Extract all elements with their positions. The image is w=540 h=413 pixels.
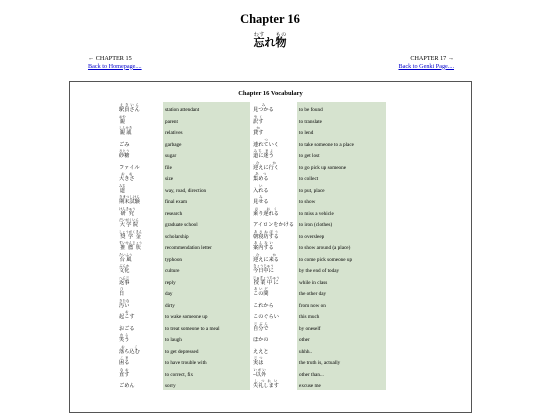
furigana: じぶん xyxy=(253,321,269,326)
prev-chapter-nav xyxy=(88,55,142,70)
furigana: しょうがくきん xyxy=(119,229,143,234)
japanese-word: 文化 xyxy=(119,268,130,275)
furigana: つ xyxy=(253,137,279,142)
japanese-term-cell xyxy=(117,286,162,298)
japanese-term-cell xyxy=(251,137,296,149)
japanese-word: 砂糖 xyxy=(119,153,130,160)
table-row xyxy=(117,367,386,379)
table-row xyxy=(117,378,386,390)
furigana: さとう xyxy=(119,149,130,154)
japanese-term-cell xyxy=(251,355,296,367)
english-meaning-cell: this much xyxy=(297,309,386,321)
english-meaning-cell: scholarship xyxy=(163,229,250,241)
furigana: なお xyxy=(119,367,130,372)
japanese-word: 自分で xyxy=(253,325,269,332)
japanese-word: ほかの xyxy=(253,337,269,344)
english-meaning-cell: station attendant xyxy=(163,102,250,114)
japanese-term-cell xyxy=(117,160,162,172)
english-meaning-cell: to go pick up someone xyxy=(297,160,386,172)
furigana: やく xyxy=(253,114,264,119)
table-row xyxy=(117,148,386,160)
japanese-term-cell xyxy=(117,263,162,275)
japanese-word: ごめん xyxy=(119,383,135,390)
japanese-term-cell xyxy=(251,194,296,206)
furigana: あつ xyxy=(253,172,269,177)
furigana: こま xyxy=(119,356,130,361)
table-row xyxy=(117,194,386,206)
japanese-word: 大きさ xyxy=(119,176,135,183)
japanese-word: 奨学金 xyxy=(119,233,143,240)
japanese-word: 乗り遅れる xyxy=(253,210,279,217)
furigana: いがい xyxy=(253,367,267,372)
japanese-term-cell xyxy=(251,378,296,390)
english-meaning-cell: to treat someone to a meal xyxy=(163,321,250,333)
japanese-term-cell xyxy=(251,114,296,126)
japanese-term-cell xyxy=(251,309,296,321)
english-meaning-cell: dirty xyxy=(163,298,250,310)
english-meaning-cell: from now on xyxy=(297,298,386,310)
japanese-word: 起こす xyxy=(119,314,135,321)
japanese-word: このぐらい xyxy=(253,314,279,321)
english-meaning-cell: way, road, direction xyxy=(163,183,250,195)
english-meaning-cell: relatives xyxy=(163,125,250,137)
furigana: きたな xyxy=(119,298,130,303)
english-meaning-cell: to get depressed xyxy=(163,344,250,356)
english-meaning-cell: culture xyxy=(163,263,250,275)
table-row xyxy=(117,217,386,229)
furigana: ひ xyxy=(119,287,125,292)
japanese-word: 親戚 xyxy=(119,130,133,137)
english-meaning-cell: typhoon xyxy=(163,252,250,264)
furigana: たいふう xyxy=(119,252,133,257)
japanese-term-cell xyxy=(117,298,162,310)
table-row xyxy=(117,229,386,241)
furigana: お こ xyxy=(119,344,140,349)
japanese-term-cell xyxy=(251,344,296,356)
english-meaning-cell: other xyxy=(297,332,386,344)
japanese-term-cell xyxy=(251,160,296,172)
japanese-word: 返事 xyxy=(119,279,130,286)
furigana: みち まよ xyxy=(253,149,274,154)
japanese-word: おごる xyxy=(119,325,135,332)
furigana: えきいん xyxy=(119,103,140,108)
english-meaning-cell: recommendation letter xyxy=(163,240,250,252)
japanese-term-cell xyxy=(251,332,296,344)
english-meaning-cell: other than... xyxy=(297,367,386,379)
english-meaning-cell: excuse me xyxy=(297,378,386,390)
english-meaning-cell: to miss a vehicle xyxy=(297,206,386,218)
japanese-term-cell xyxy=(117,275,162,287)
japanese-term-cell xyxy=(117,114,162,126)
english-meaning-cell: to collect xyxy=(297,171,386,183)
table-row xyxy=(117,298,386,310)
furigana: しつれい xyxy=(253,379,279,384)
japanese-word: 駅員さん xyxy=(119,107,140,114)
furigana: み xyxy=(253,103,274,108)
table-row xyxy=(117,102,386,114)
japanese-word: 落ち込む xyxy=(119,348,140,355)
japanese-term-cell xyxy=(251,183,296,195)
english-meaning-cell: the truth is, actually xyxy=(297,355,386,367)
english-meaning-cell: to translate xyxy=(297,114,386,126)
japanese-term-cell xyxy=(117,217,162,229)
japanese-word: 朝寝坊する xyxy=(253,233,279,240)
furigana: おお xyxy=(119,172,135,177)
japanese-term-cell xyxy=(117,252,162,264)
table-row xyxy=(117,240,386,252)
japanese-word: 台風 xyxy=(119,256,133,263)
english-meaning-cell: by oneself xyxy=(297,321,386,333)
furigana: お xyxy=(119,310,135,315)
english-meaning-cell: garbage xyxy=(163,137,250,149)
japanese-word: 直す xyxy=(119,371,130,378)
japanese-word: 困る xyxy=(119,360,130,367)
furigana: じつ xyxy=(253,356,264,361)
japanese-term-cell xyxy=(117,102,162,114)
japanese-term-cell xyxy=(117,240,162,252)
english-meaning-cell: to put, place xyxy=(297,183,386,195)
japanese-word: 連れていく xyxy=(253,141,279,148)
english-meaning-cell: sorry xyxy=(163,378,250,390)
japanese-word: 大学院 xyxy=(119,222,139,229)
japanese-term-cell xyxy=(117,378,162,390)
prev-chapter-label: ← CHAPTER 15 xyxy=(88,55,132,62)
furigana: の おく xyxy=(253,206,279,211)
japanese-word: 集める xyxy=(253,176,269,183)
japanese-word: 見つかる xyxy=(253,107,274,114)
subtitle-ruby: もの xyxy=(275,33,287,38)
english-meaning-cell: to take someone to a place xyxy=(297,137,386,149)
japanese-term-cell xyxy=(117,171,162,183)
english-meaning-cell: to come pick someone up xyxy=(297,252,386,264)
english-meaning-cell: uhhh.. xyxy=(297,344,386,356)
furigana: むか xyxy=(253,252,279,257)
page-title: Chapter 16 xyxy=(240,12,300,26)
japanese-term-cell xyxy=(117,125,162,137)
japanese-word: 親 xyxy=(119,118,126,125)
japanese-term-cell xyxy=(117,194,162,206)
subtitle-kanji: 忘 xyxy=(253,37,265,49)
english-meaning-cell: to laugh xyxy=(163,332,250,344)
japanese-word: ごみ xyxy=(119,141,130,148)
japanese-word: この間 xyxy=(253,291,269,298)
vocabulary-title: Chapter 16 Vocabulary xyxy=(238,90,303,97)
next-chapter-label: CHAPTER 17 → xyxy=(410,55,454,62)
japanese-term-cell xyxy=(117,321,162,333)
japanese-term-cell xyxy=(251,240,296,252)
english-meaning-cell: sugar xyxy=(163,148,250,160)
furigana: い xyxy=(253,183,269,188)
english-meaning-cell: graduate school xyxy=(163,217,250,229)
japanese-term-cell xyxy=(251,367,296,379)
japanese-word: 授業中に xyxy=(253,279,280,286)
english-meaning-cell: to oversleep xyxy=(297,229,386,241)
furigana: すいせんじょう xyxy=(119,241,143,246)
english-meaning-cell: research xyxy=(163,206,250,218)
japanese-term-cell xyxy=(117,148,162,160)
subtitle-kanji: 物 xyxy=(275,37,287,49)
subtitle-ruby: わす xyxy=(253,33,265,38)
english-meaning-cell: file xyxy=(163,160,250,172)
japanese-word: ええと xyxy=(253,348,269,355)
japanese-term-cell xyxy=(251,206,296,218)
table-row xyxy=(117,321,386,333)
english-meaning-cell: to correct, fix xyxy=(163,367,250,379)
homepage-link[interactable]: Back to Homepage.... xyxy=(88,62,142,70)
japanese-term-cell xyxy=(251,148,296,160)
english-meaning-cell: size xyxy=(163,171,250,183)
english-meaning-cell: to show around (a place) xyxy=(297,240,386,252)
japanese-word: 入れる xyxy=(253,187,269,194)
japanese-term-cell xyxy=(117,367,162,379)
furigana: むか xyxy=(253,160,279,165)
furigana: み xyxy=(253,195,269,200)
japanese-term-cell xyxy=(251,125,296,137)
english-meaning-cell: final exam xyxy=(163,194,250,206)
furigana: きまつしけん xyxy=(119,195,140,200)
table-row xyxy=(117,183,386,195)
table-row xyxy=(117,160,386,172)
table-row xyxy=(117,355,386,367)
furigana: だいがくいん xyxy=(119,218,139,223)
japanese-word: 今日中に xyxy=(253,268,274,275)
english-meaning-cell: to be found xyxy=(297,102,386,114)
japanese-term-cell xyxy=(117,344,162,356)
furigana: ぶんか xyxy=(119,264,130,269)
japanese-word: 道 xyxy=(119,187,126,194)
japanese-term-cell xyxy=(251,171,296,183)
vocabulary-table-body xyxy=(117,102,386,390)
chapter-subtitle xyxy=(0,33,540,49)
english-meaning-cell: to show xyxy=(297,194,386,206)
japanese-word: 期末試験 xyxy=(119,199,140,206)
furigana: あんない xyxy=(253,241,274,246)
table-row xyxy=(117,206,386,218)
furigana: みち xyxy=(119,183,126,188)
japanese-word: アイロンをかける xyxy=(253,222,295,229)
furigana: きょうじゅう xyxy=(253,264,274,269)
japanese-word: これから xyxy=(253,302,274,309)
japanese-term-cell xyxy=(117,229,162,241)
japanese-word: 貸す xyxy=(253,130,264,137)
furigana: あいだ xyxy=(253,287,269,292)
japanese-term-cell xyxy=(251,263,296,275)
table-row xyxy=(117,252,386,264)
japanese-term-cell xyxy=(117,206,162,218)
english-meaning-cell: to iron (clothes) xyxy=(297,217,386,229)
japanese-term-cell xyxy=(117,355,162,367)
japanese-word: 迎えに行く xyxy=(253,164,279,171)
next-chapter-nav xyxy=(398,55,454,70)
vocabulary-table xyxy=(116,102,387,390)
table-row xyxy=(117,114,386,126)
table-row xyxy=(117,344,386,356)
furigana: へんじ xyxy=(119,275,130,280)
japanese-term-cell xyxy=(251,102,296,114)
japanese-word: 訳す xyxy=(253,118,264,125)
japanese-word: ~以外 xyxy=(253,371,267,378)
japanese-word: ファイル xyxy=(119,164,140,171)
furigana: じゅぎょうちゅう xyxy=(253,275,280,280)
japanese-word: 推薦状 xyxy=(119,245,143,252)
japanese-word: 汚い xyxy=(119,302,130,309)
furigana: しんせき xyxy=(119,126,133,131)
furigana: か xyxy=(253,126,264,131)
japanese-term-cell xyxy=(251,286,296,298)
furigana: けんきゅう xyxy=(119,206,136,211)
japanese-term-cell xyxy=(251,275,296,287)
japanese-term-cell xyxy=(117,332,162,344)
english-meaning-cell: to lend xyxy=(297,125,386,137)
subtitle-kana: れ xyxy=(264,37,276,49)
furigana: わら xyxy=(119,333,130,338)
table-row xyxy=(117,263,386,275)
table-row xyxy=(117,309,386,321)
japanese-term-cell xyxy=(251,229,296,241)
english-meaning-cell: the other day xyxy=(297,286,386,298)
english-meaning-cell: to wake someone up xyxy=(163,309,250,321)
vocabulary-panel xyxy=(69,81,472,413)
japanese-word: 失礼します xyxy=(253,383,279,390)
japanese-term-cell xyxy=(251,298,296,310)
japanese-term-cell xyxy=(117,137,162,149)
japanese-word: 日 xyxy=(119,291,125,298)
japanese-term-cell xyxy=(251,217,296,229)
table-row xyxy=(117,137,386,149)
furigana: おや xyxy=(119,114,126,119)
table-row xyxy=(117,125,386,137)
english-meaning-cell: day xyxy=(163,286,250,298)
japanese-word: 実は xyxy=(253,360,264,367)
english-meaning-cell: to get lost xyxy=(297,148,386,160)
english-meaning-cell: by the end of today xyxy=(297,263,386,275)
japanese-term-cell xyxy=(251,252,296,264)
japanese-word: 迎えに来る xyxy=(253,256,279,263)
japanese-term-cell xyxy=(117,309,162,321)
japanese-word: 見せる xyxy=(253,199,269,206)
english-meaning-cell: while in class xyxy=(297,275,386,287)
english-meaning-cell: to have trouble with xyxy=(163,355,250,367)
english-meaning-cell: parent xyxy=(163,114,250,126)
table-row xyxy=(117,275,386,287)
table-row xyxy=(117,286,386,298)
japanese-term-cell xyxy=(251,321,296,333)
table-row xyxy=(117,171,386,183)
table-row xyxy=(117,332,386,344)
japanese-word: 研究 xyxy=(119,210,136,217)
furigana: あさねぼう xyxy=(253,229,279,234)
english-meaning-cell: reply xyxy=(163,275,250,287)
japanese-word: 案内する xyxy=(253,245,274,252)
japanese-term-cell xyxy=(117,183,162,195)
japanese-word: 笑う xyxy=(119,337,130,344)
japanese-word: 道に迷う xyxy=(253,153,274,160)
genki-page-link[interactable]: Back to Genki Page.... xyxy=(398,62,454,70)
